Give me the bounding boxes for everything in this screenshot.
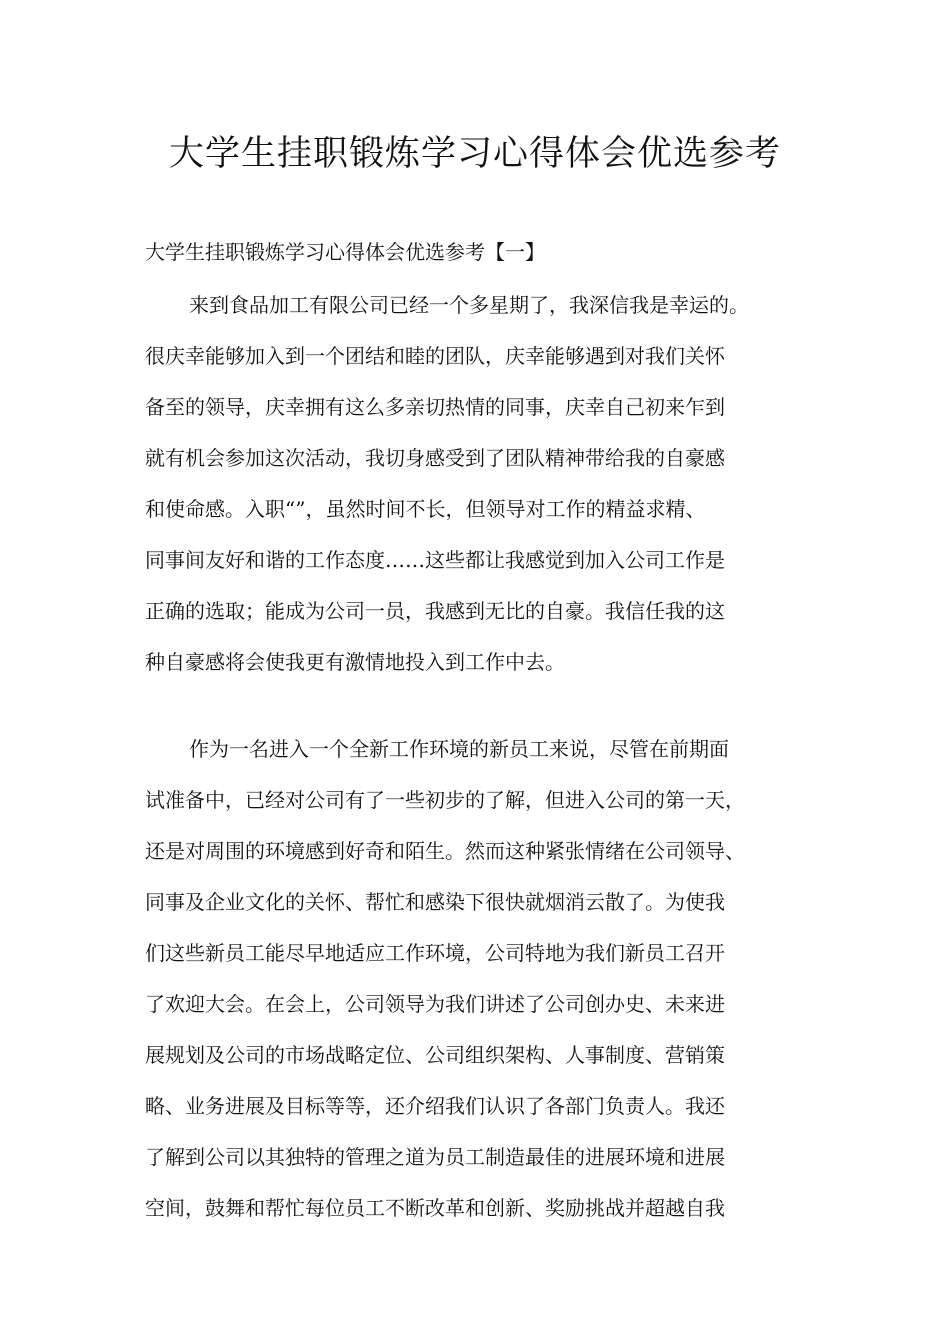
- paragraph-line: 和使命感。入职“”，虽然时间不长，但领导对工作的精益求精、: [145, 497, 706, 521]
- paragraph-line: 略、业务进展及目标等等，还介绍我们认识了各部门负责人。我还: [145, 1094, 725, 1118]
- paragraph-line: 了欢迎大会。在会上，公司领导为我们讲述了公司创办史、未来进: [145, 992, 725, 1016]
- paragraph-line: 作为一名进入一个全新工作环境的新员工来说，尽管在前期面: [189, 737, 729, 761]
- paragraph-line: 展规划及公司的市场战略定位、公司组织架构、人事制度、营销策: [145, 1043, 725, 1067]
- paragraph-line: 同事间友好和谐的工作态度……这些都让我感觉到加入公司工作是: [145, 548, 725, 572]
- paragraph-line: 就有机会参加这次活动，我切身感受到了团队精神带给我的自豪感: [145, 446, 725, 470]
- paragraph-2: [145, 724, 835, 1234]
- paragraph-line: 来到食品加工有限公司已经一个多星期了，我深信我是幸运的。: [189, 293, 749, 317]
- paragraph-line: 还是对周围的环境感到好奇和陌生。然而这种紧张情绪在公司领导、: [145, 839, 745, 863]
- paragraph-line: 种自豪感将会使我更有激情地投入到工作中去。: [145, 650, 565, 674]
- paragraph-line: 同事及企业文化的关怀、帮忙和感染下很快就烟消云散了。为使我: [145, 890, 725, 914]
- document-title: 大学生挂职锻炼学习心得体会优选参考: [168, 134, 781, 174]
- paragraph-line: 备至的领导，庆幸拥有这么多亲切热情的同事，庆幸自己初来乍到: [145, 395, 725, 419]
- paragraph-line: 很庆幸能够加入到一个团结和睦的团队，庆幸能够遇到对我们关怀: [145, 344, 725, 368]
- section-heading: 大学生挂职锻炼学习心得体会优选参考【一】: [145, 240, 545, 264]
- paragraph-line: 们这些新员工能尽早地适应工作环境，公司特地为我们新员工召开: [145, 941, 725, 965]
- paragraph-line: 正确的选取；能成为公司一员，我感到无比的自豪。我信任我的这: [145, 599, 725, 623]
- paragraph-line: 了解到公司以其独特的管理之道为员工制造最佳的进展环境和进展: [145, 1145, 725, 1169]
- paragraph-1: [145, 280, 835, 688]
- paragraph-line: 试准备中，已经对公司有了一些初步的了解，但进入公司的第一天，: [145, 788, 745, 812]
- paragraph-line: 空间，鼓舞和帮忙每位员工不断改革和创新、奖励挑战并超越自我: [145, 1196, 725, 1220]
